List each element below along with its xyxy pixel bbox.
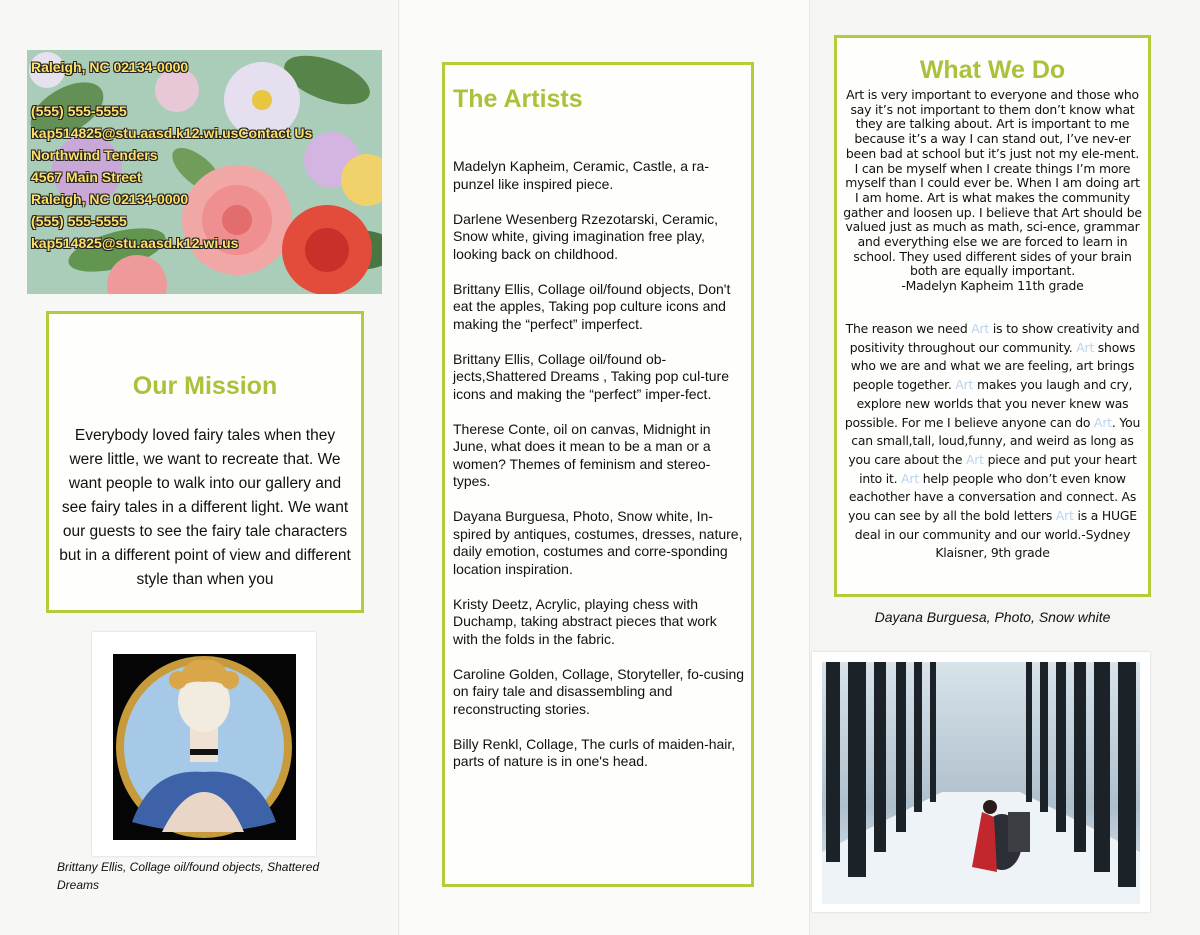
p2-seg: piece and put your heart into it. [859, 451, 1137, 486]
contact-street: 4567 Main Street [31, 169, 142, 185]
contact-city-2: Raleigh, NC 02134-0000 [31, 191, 189, 207]
artists-title: The Artists [453, 85, 583, 113]
artwork-left-caption: Brittany Ellis, Collage oil/found objects, Shattered Dreams [57, 860, 320, 892]
art-highlight: Art [971, 321, 990, 336]
art-highlight: Art [901, 470, 920, 486]
p2-seg: is a HUGE deal in our community and our world.-Sydney Klaisner, 9th grade [854, 508, 1137, 561]
contact-phone[interactable]: (555) 555-5555 [31, 103, 127, 119]
contact-card [27, 50, 382, 294]
art-highlight: Art [965, 451, 984, 467]
mission-title: Our Mission [132, 372, 278, 400]
what-we-do-paragraph-2 [843, 320, 1142, 563]
contact-company: Northwind Tenders [31, 147, 158, 163]
p2-seg: . You can small,tall, loud,funny, and weird as long as you care about the [848, 414, 1141, 467]
contact-email-link[interactable]: kap514825@stu.aasd.k12.wi.usContact Us [31, 125, 313, 141]
artist-entry: Therese Conte, oil on canvas, Midnight in June, what does it mean to be a man or a women? Themes of feminism and stereo-types. [453, 420, 711, 489]
fold-line [398, 0, 400, 935]
artwork-card-right [812, 652, 1150, 912]
shattered-dreams-image [92, 632, 316, 856]
p2-seg: makes you laugh and cry, explore new worlds that you never knew was possible. For me I believe anyone can do [844, 377, 1133, 430]
p2-seg: help people who don’t even know eachother have a conversation and connect. As you can see by all the bold letters [848, 470, 1137, 524]
paragraph-1-signature: -Madelyn Kapheim 11th grade [901, 278, 1084, 294]
artwork-card-left [92, 632, 316, 856]
contact-info [31, 56, 382, 254]
fold-line [809, 0, 811, 935]
p2-seg: is to show creativity and positivity throughout our community. [849, 321, 1140, 355]
contact-blank [31, 78, 382, 100]
artist-entry: Dayana Burguesa, Photo, Snow white, In-spired by antiques, costumes, dresses, nature, daily emotion, costumes and corre-sponding location inspiration. [453, 508, 743, 577]
artist-entry: Billy Renkl, Collage, The curls of maiden-hair, parts of nature is in one's head. [453, 735, 736, 769]
p2-seg: The reason we need [845, 321, 972, 336]
mission-box [46, 311, 364, 613]
artist-entry: Madelyn Kapheim, Ceramic, Castle, a ra-punzel like inspired piece. [453, 158, 709, 192]
artist-entry: Caroline Golden, Collage, Storyteller, fo-cusing on fairy tale and disassembling and reconstructing stories. [453, 665, 745, 717]
artist-entry: Kristy Deetz, Acrylic, playing chess with Duchamp, taking abstract pieces that work with the folds in the fabric. [453, 595, 717, 647]
contact-phone-2[interactable]: (555) 555-5555 [31, 213, 127, 229]
art-highlight: Art [1094, 414, 1112, 430]
snow-white-photo [812, 652, 1150, 912]
mission-text: Everybody loved fairy tales when they were little, we want to recreate that. We want people to walk into our gallery and see fairy tales in a different light. We want our guests to see the fairy tale characters but in a different point of view and different style than when you [59, 427, 351, 588]
artist-entry: Brittany Ellis, Collage oil/found ob-jects,Shattered Dreams , Taking pop cul-ture icons and making the “perfect” imper-fect. [453, 350, 729, 402]
art-highlight: Art [1076, 339, 1095, 355]
contact-city: Raleigh, NC 02134-0000 [31, 59, 189, 75]
artist-entry: Darlene Wesenberg Rzezotarski, Ceramic, Snow white, giving imagination free play, looking back on childhood. [453, 210, 719, 262]
p2-seg: shows who we are and what we are feeling, art brings people together. [850, 339, 1136, 393]
art-highlight: Art [1055, 508, 1074, 524]
artwork-right-caption: Dayana Burguesa, Photo, Snow white [874, 609, 1111, 625]
paragraph-1-text: Art is very important to everyone and those who say it’s not important to them don’t know what they are talking about. Art is important to me because it’s a way I can stand out, I’ve nev-er been bad at school but it’s just not my ele-ment. I can be myself when I create things I’m more myself than I could ever be. When I am doing art I am home. Art is what makes the community gather and loosen up. I believe that Art should be valued just as much as math, sci-ence, grammar and everything else we are forced to learn in school. They used different sides of your brain both are equally important. [843, 87, 1142, 279]
what-we-do-title: What We Do [919, 56, 1066, 84]
artist-list [453, 158, 745, 788]
what-we-do-paragraph-1 [843, 88, 1142, 294]
artist-entry: Brittany Ellis, Collage oil/found objects, Don't eat the apples, Taking pop culture icons and making the “perfect” imperfect. [453, 280, 731, 332]
artists-box [442, 62, 754, 887]
what-we-do-box [834, 35, 1151, 597]
art-highlight: Art [955, 377, 974, 393]
contact-email-2[interactable]: kap514825@stu.aasd.k12.wi.us [31, 235, 239, 251]
